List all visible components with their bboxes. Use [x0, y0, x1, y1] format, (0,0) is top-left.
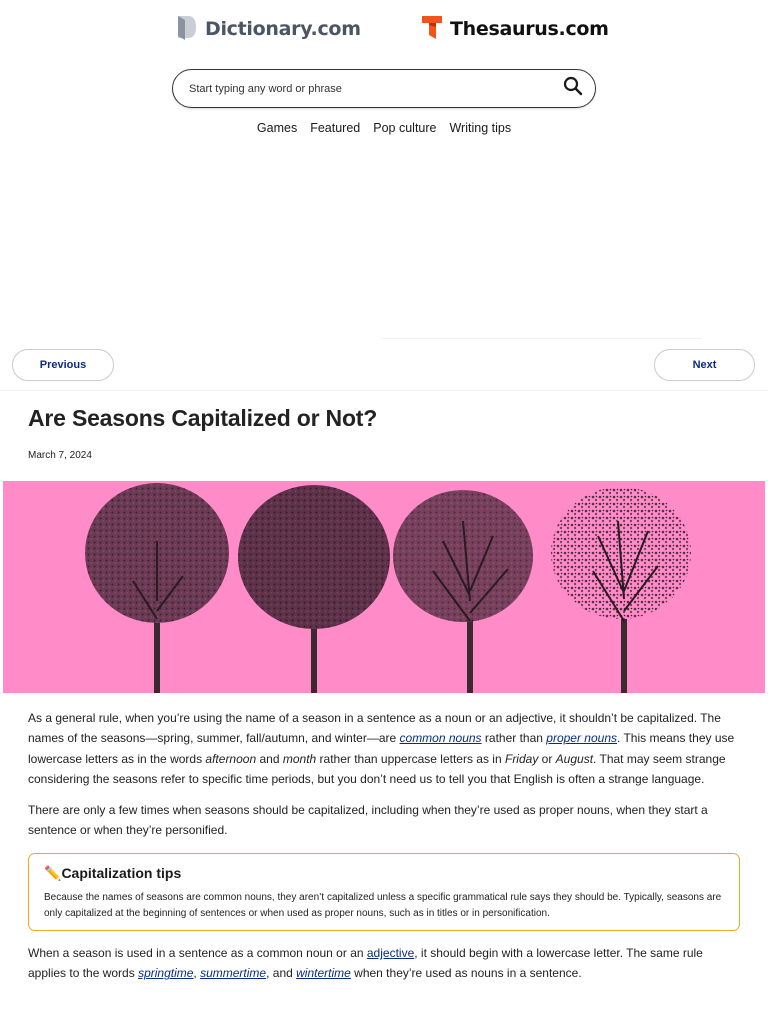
- paragraph-text: , it should begin with a lowercase letter. The same rule applies to the words: [28, 946, 703, 981]
- article-paragraph: [28, 708, 740, 789]
- pencil-icon: ✏️: [44, 864, 62, 881]
- thesaurus-brand-link[interactable]: [421, 14, 609, 44]
- nav-item-featured[interactable]: Featured: [310, 121, 361, 135]
- paragraph-text: . That may seem strange considering the seasons refer to specific time periods, but you don’t need us to tell you that English is often a strange language.: [28, 751, 726, 786]
- emphasis-text: Friday: [504, 751, 539, 766]
- emphasis-text: month: [282, 751, 317, 766]
- capitalization-tips-box: [28, 853, 740, 931]
- dictionary-brand-name: Dictionary.com: [205, 18, 361, 40]
- thesaurus-logo-icon: [421, 14, 443, 45]
- previous-button[interactable]: Previous: [12, 349, 114, 381]
- summertime-link[interactable]: summertime: [200, 966, 267, 981]
- search-icon: [563, 76, 583, 101]
- thesaurus-brand-name: Thesaurus.com: [450, 18, 609, 40]
- article-paragraph: There are only a few times when seasons should be capitalized, including when they’re used as proper nouns, when they start a sentence or when they’re personified.: [28, 803, 708, 838]
- paragraph-text: or: [538, 751, 556, 766]
- nav-item-pop-culture[interactable]: Pop culture: [373, 121, 437, 135]
- trees-illustration: [3, 481, 765, 693]
- article-date: March 7, 2024: [28, 450, 92, 461]
- paragraph-text: rather than uppercase letters as in: [316, 751, 505, 766]
- proper-nouns-link[interactable]: proper nouns: [546, 731, 617, 746]
- paragraph-text: , and: [266, 966, 297, 981]
- next-button[interactable]: Next: [654, 349, 755, 381]
- tips-body: Because the names of seasons are common nouns, they aren’t capitalized unless a specific grammatical rule says they should be. Typically, seasons are only capitalized at the beginning of sentences or when used as proper nouns, such as in titles or in personification.: [44, 892, 722, 919]
- tree-4: [551, 487, 691, 693]
- common-nouns-link[interactable]: common nouns: [399, 731, 482, 746]
- springtime-link[interactable]: springtime: [138, 966, 194, 981]
- main-nav: [0, 121, 768, 135]
- paragraph-text: When a season is used in a sentence as a common noun or an: [28, 946, 367, 960]
- divider: [0, 390, 768, 391]
- dictionary-logo-icon: [176, 14, 198, 45]
- paragraph-text: As a general rule, when you’re using the name of a season in a sentence as a noun or an adjective, it shouldn’t be capitalized. The names of the seasons—spring, summer, fall/autumn, and winter—are: [28, 711, 721, 746]
- dictionary-brand-link[interactable]: [176, 14, 361, 44]
- search-bar: [172, 69, 596, 108]
- article-paragraph: [28, 943, 740, 984]
- emphasis-text: August: [555, 751, 594, 766]
- tips-title: [44, 863, 725, 883]
- wintertime-link[interactable]: wintertime: [296, 966, 351, 981]
- paragraph-text: when they’re used as nouns in a sentence.: [350, 966, 582, 981]
- article-title: Are Seasons Capitalized or Not?: [28, 405, 378, 431]
- paragraph-text: ,: [193, 966, 201, 981]
- adjective-link[interactable]: adjective: [366, 946, 415, 960]
- paragraph-text: rather than: [481, 731, 547, 746]
- hero-image: [3, 481, 765, 693]
- tree-1: [85, 483, 229, 693]
- nav-item-games[interactable]: Games: [256, 121, 298, 135]
- tree-2: [238, 485, 390, 693]
- search-button[interactable]: [561, 77, 585, 101]
- divider: [382, 338, 702, 339]
- tree-3: [393, 490, 533, 693]
- search-input[interactable]: [189, 83, 561, 95]
- nav-item-writing-tips[interactable]: Writing tips: [449, 121, 512, 135]
- emphasis-text: afternoon: [205, 751, 257, 766]
- tips-title-text: Capitalization tips: [61, 865, 182, 881]
- paragraph-text: . This means they use lowercase letters as in the words: [28, 731, 735, 766]
- paragraph-text: and: [256, 751, 283, 766]
